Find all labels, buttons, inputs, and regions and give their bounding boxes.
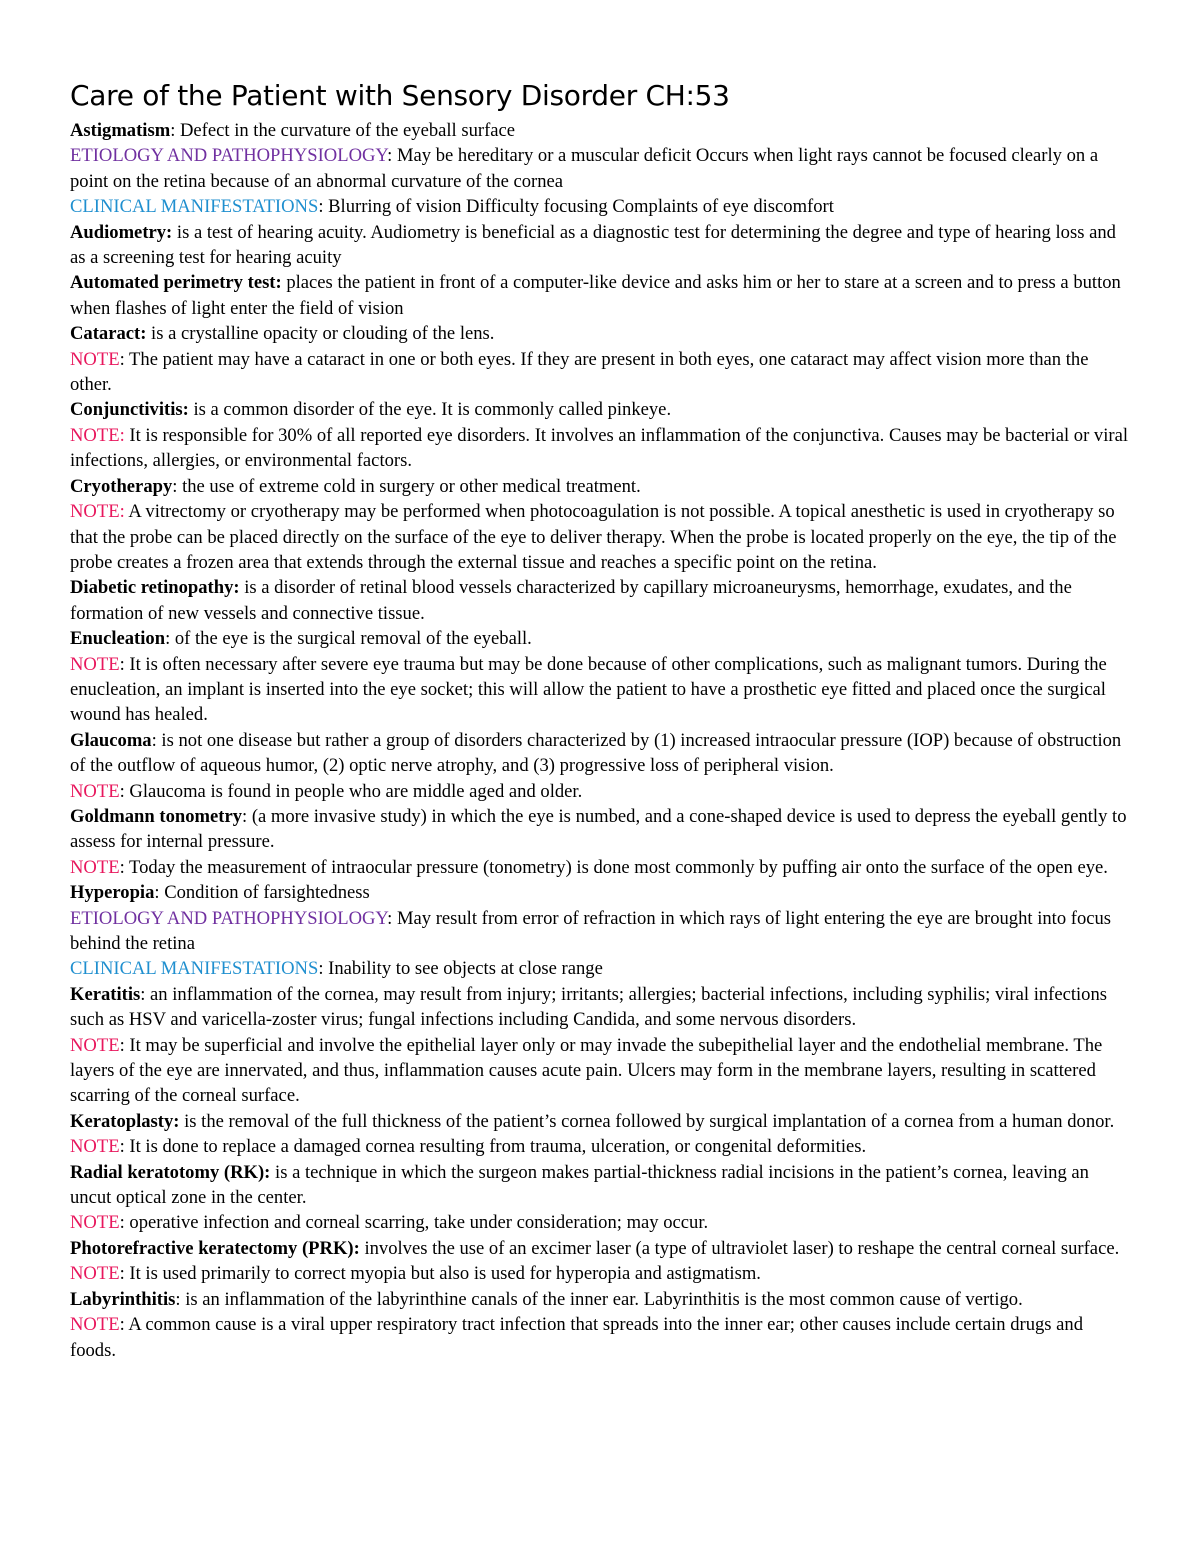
note-entry: [70, 499, 1132, 575]
clinical-entry: [70, 194, 1132, 219]
entry-text: : operative infection and corneal scarring, take under consideration; may occur.: [119, 1212, 709, 1234]
term-entry: [70, 118, 1132, 143]
note-label: NOTE: [70, 1034, 120, 1056]
term-heading: Astigmatism: [70, 120, 171, 141]
term-entry: [70, 1160, 1132, 1211]
entry-text: : the use of extreme cold in surgery or other medical treatment.: [172, 475, 641, 497]
term-entry: [70, 270, 1132, 321]
note-label: NOTE: [70, 856, 120, 878]
term-heading: Glaucoma: [70, 729, 152, 751]
note-entry: [70, 1261, 1132, 1286]
etiology-entry: [70, 906, 1132, 957]
entry-text: : It may be superficial and involve the epithelial layer only or may invade the subepithelial layer and the endothelial membrane. The layers of the eye are innervated, and thus, inflammation causes acute pain. Ulcers may form in the membrane layers, resulting in scattered scarring of the corneal surface.: [70, 1034, 1103, 1107]
note-label: NOTE: [70, 653, 120, 675]
term-entry: [70, 1287, 1132, 1312]
note-label: NOTE: [70, 1136, 120, 1158]
note-entry: [70, 423, 1132, 474]
term-entry: [70, 321, 1132, 346]
term-entry: [70, 880, 1132, 905]
term-heading: Hyperopia: [70, 882, 155, 904]
term-heading: Photorefractive keratectomy (PRK):: [70, 1237, 360, 1259]
entry-text: : Inability to see objects at close range: [318, 958, 603, 980]
entry-text: : It is often necessary after severe eye trauma but may be done because of other complications, such as malignant tumors. During the enucleation, an implant is inserted into the eye socket; this will allow the patient to have a prosthetic eye fitted and placed once the surgical wound has healed.: [70, 653, 1107, 726]
etiology-entry: [70, 143, 1132, 194]
entry-text: : Glaucoma is found in people who are middle aged and older.: [119, 780, 583, 802]
entry-text: is a disorder of retinal blood vessels characterized by capillary microaneurysms, hemorrhage, exudates, and the formation of new vessels and connective tissue.: [70, 577, 1072, 624]
note-entry: [70, 1312, 1132, 1363]
note-entry: [70, 1033, 1132, 1109]
entry-text: is a crystalline opacity or clouding of the lens.: [146, 323, 495, 345]
entry-text: : It is used primarily to correct myopia but also is used for hyperopia and astigmatism.: [119, 1263, 761, 1285]
clinical-label: CLINICAL MANIFESTATIONS: [70, 196, 319, 218]
note-entry: [70, 779, 1132, 804]
term-entry: [70, 397, 1132, 422]
note-label: NOTE: [70, 1263, 120, 1285]
term-heading: Enucleation: [70, 628, 166, 650]
term-entry: [70, 626, 1132, 651]
entry-text: places the patient in front of a computer-like device and asks him or her to stare at a screen and to press a button when flashes of light enter the field of vision: [70, 272, 1121, 319]
entry-text: : May result from error of refraction in which rays of light entering the eye are brought into focus behind the retina: [70, 907, 1112, 954]
term-heading: Keratoplasty:: [70, 1110, 180, 1132]
term-entry: [70, 728, 1132, 779]
entry-text: : Today the measurement of intraocular pressure (tonometry) is done most commonly by puffing air onto the surface of the open eye.: [119, 856, 1108, 878]
term-heading: Automated perimetry test:: [70, 272, 282, 294]
entry-text: It is responsible for 30% of all reported eye disorders. It involves an inflammation of the conjunctiva. Causes may be bacterial or viral infections, allergies, or environmental factors.: [70, 424, 1128, 472]
term-heading: Goldmann tonometry: [70, 805, 242, 827]
entry-text: is the removal of the full thickness of the patient’s cornea followed by surgical implantation of a cornea from a human donor.: [179, 1110, 1115, 1132]
entry-text: : The patient may have a cataract in one or both eyes. If they are present in both eyes, one cataract may affect vision more than the other.: [70, 348, 1089, 396]
term-entry: [70, 474, 1132, 499]
entry-text: : Condition of farsightedness: [154, 882, 370, 904]
entry-text: : Defect in the curvature of the eyeball surface: [170, 120, 516, 141]
term-heading: Cryotherapy: [70, 475, 173, 497]
entry-text: : Blurring of vision Difficulty focusing Complaints of eye discomfort: [318, 196, 834, 218]
term-heading: Labyrinthitis: [70, 1288, 176, 1310]
term-heading: Keratitis: [70, 983, 141, 1005]
etiology-label: ETIOLOGY AND PATHOPHYSIOLOGY: [70, 907, 388, 929]
term-heading: Radial keratotomy (RK):: [70, 1161, 271, 1183]
note-label: NOTE: [70, 348, 120, 370]
page-title: Care of the Patient with Sensory Disorder CH:53: [70, 79, 730, 112]
note-entry: [70, 652, 1132, 728]
entry-text: : (a more invasive study) in which the eye is numbed, and a cone-shaped device is used to depress the eyeball gently to assess for internal pressure.: [70, 805, 1127, 853]
term-entry: [70, 1236, 1132, 1261]
entry-text: : A common cause is a viral upper respiratory tract infection that spreads into the inner ear; other causes include certain drugs and foods.: [70, 1314, 1084, 1361]
clinical-entry: [70, 956, 1132, 981]
document-page: [70, 78, 1132, 1363]
term-entry: [70, 982, 1132, 1033]
clinical-label: CLINICAL MANIFESTATIONS: [70, 958, 319, 980]
term-entry: [70, 1109, 1132, 1134]
entry-text: : It is done to replace a damaged cornea resulting from trauma, ulceration, or congenital deformities.: [119, 1136, 867, 1158]
term-heading: Diabetic retinopathy:: [70, 577, 240, 599]
term-heading: Conjunctivitis:: [70, 399, 189, 421]
entry-text: is a common disorder of the eye. It is commonly called pinkeye.: [188, 399, 672, 421]
entry-text: : is an inflammation of the labyrinthine canals of the inner ear. Labyrinthitis is the most common cause of vertigo.: [175, 1288, 1023, 1310]
note-label: NOTE: [70, 1212, 120, 1234]
term-entry: [70, 220, 1132, 271]
term-entry: [70, 575, 1132, 626]
term-heading: Cataract:: [70, 323, 147, 345]
entry-text: : of the eye is the surgical removal of the eyeball.: [165, 628, 532, 650]
term-heading: Audiometry:: [70, 221, 173, 243]
entry-text: is a test of hearing acuity. Audiometry is beneficial as a diagnostic test for determining the degree and type of hearing loss and as a screening test for hearing acuity: [70, 221, 1116, 269]
entry-text: involves the use of an excimer laser (a type of ultraviolet laser) to reshape the central corneal surface.: [359, 1237, 1120, 1259]
note-entry: [70, 1134, 1132, 1159]
entry-text: : is not one disease but rather a group of disorders characterized by (1) increased intraocular pressure (IOP) because of obstruction of the outflow of aqueous humor, (2) optic nerve atrophy, and (3) progressive loss of peripheral vision.: [70, 729, 1122, 777]
entry-text: : May be hereditary or a muscular deficit Occurs when light rays cannot be focused clearly on a point on the retina because of an abnormal curvature of the cornea: [70, 145, 1099, 192]
term-entry: [70, 804, 1132, 855]
note-entry: [70, 1210, 1132, 1235]
note-entry: [70, 855, 1132, 880]
entry-text: is a technique in which the surgeon makes partial-thickness radial incisions in the patient’s cornea, leaving an uncut optical zone in the center.: [70, 1161, 1089, 1209]
note-entry: [70, 347, 1132, 398]
glossary-entries: [70, 118, 1132, 1363]
entry-text: : an inflammation of the cornea, may result from injury; irritants; allergies; bacterial infections, including syphilis; viral infections such as HSV and varicella-zoster virus; fungal infections including Candida, and some nervous disorders.: [70, 983, 1108, 1031]
note-label: NOTE: [70, 780, 120, 802]
note-label: NOTE:: [70, 501, 125, 523]
etiology-label: ETIOLOGY AND PATHOPHYSIOLOGY: [70, 145, 388, 167]
note-label: NOTE:: [70, 424, 125, 446]
entry-text: A vitrectomy or cryotherapy may be performed when photocoagulation is not possible. A topical anesthetic is used in cryotherapy so that the probe can be placed directly on the surface of the eye to deliver therapy. When the probe is located properly on the eye, the tip of the probe creates a frozen area that extends through the external tissue and reaches a specific point on the retina.: [70, 501, 1117, 573]
note-label: NOTE: [70, 1314, 120, 1336]
